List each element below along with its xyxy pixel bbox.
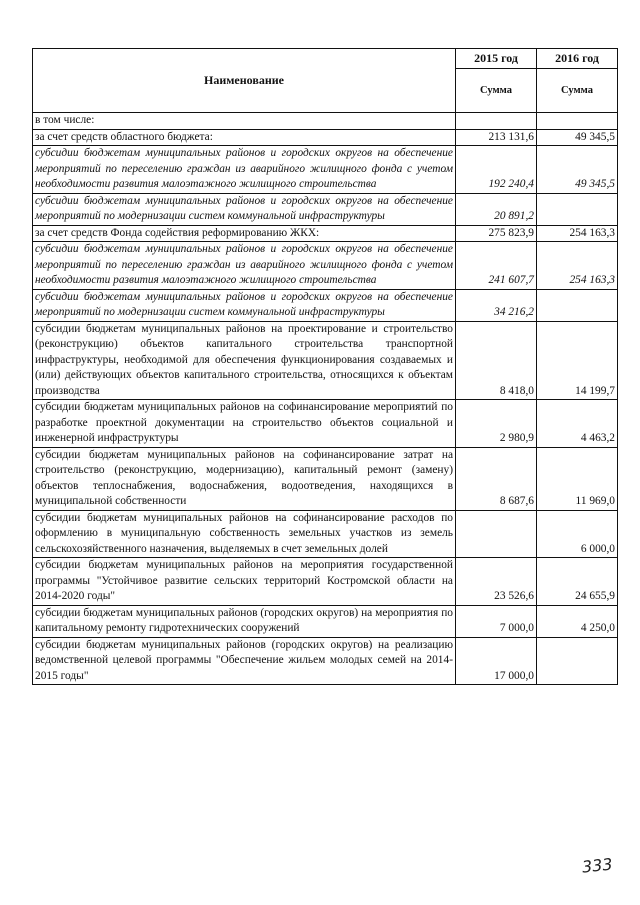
table-header — [33, 49, 618, 113]
table-row — [33, 146, 618, 194]
table-row — [33, 289, 618, 321]
table-row — [33, 321, 618, 400]
table-row — [33, 510, 618, 558]
row-value-2016: 4 250,0 — [537, 605, 618, 637]
row-name: субсидии бюджетам муниципальных районов на мероприятия государственной программы "Устойчивое развитие сельских территорий Костромской области на 2014-2020 годы" — [33, 558, 456, 606]
table-row — [33, 113, 618, 130]
page-number: 333 — [581, 854, 614, 877]
row-value-2015: 8 418,0 — [456, 321, 537, 400]
row-value-2016 — [537, 289, 618, 321]
row-name: субсидии бюджетам муниципальных районов и городских округов на обеспечение мероприятий по модернизации систем коммунальной инфраструктуры — [33, 289, 456, 321]
table-row — [33, 242, 618, 290]
row-value-2016: 49 345,5 — [537, 146, 618, 194]
row-value-2015 — [456, 113, 537, 130]
row-value-2015: 23 526,6 — [456, 558, 537, 606]
row-value-2015 — [456, 510, 537, 558]
row-value-2015: 213 131,6 — [456, 129, 537, 146]
table-row — [33, 605, 618, 637]
row-name: субсидии бюджетам муниципальных районов (городских округов) на реализацию ведомственной целевой программы "Обеспечение жильем молодых семей на 2014-2015 годы" — [33, 637, 456, 685]
row-value-2016: 4 463,2 — [537, 400, 618, 448]
table-row — [33, 129, 618, 146]
row-name: субсидии бюджетам муниципальных районов на софинансирование расходов по оформлению в муниципальную собственность земельных участков из земель сельскохозяйственного назначения, выделяемых в счет земельных долей — [33, 510, 456, 558]
row-value-2016: 14 199,7 — [537, 321, 618, 400]
row-name: субсидии бюджетам муниципальных районов и городских округов на обеспечение мероприятий по модернизации систем коммунальной инфраструктуры — [33, 193, 456, 225]
row-name: за счет средств Фонда содействия реформированию ЖКХ: — [33, 225, 456, 242]
row-name: субсидии бюджетам муниципальных районов (городских округов) на мероприятия по капитальному ремонту гидротехнических сооружений — [33, 605, 456, 637]
header-sum-2016: Сумма — [537, 69, 618, 113]
row-value-2016: 24 655,9 — [537, 558, 618, 606]
row-name: субсидии бюджетам муниципальных районов и городских округов на обеспечение мероприятий по переселению граждан из аварийного жилищного фонда с учетом необходимости развития малоэтажного жилищного строительства — [33, 242, 456, 290]
table-row — [33, 400, 618, 448]
row-value-2016 — [537, 193, 618, 225]
row-value-2016: 6 000,0 — [537, 510, 618, 558]
row-value-2016 — [537, 637, 618, 685]
row-name: субсидии бюджетам муниципальных районов на проектирование и строительство (реконструкцию) объектов капитального строительства транспортной инфраструктуры, необходимой для обеспечения функционирования создаваемых и (или) действующих объектов капитального строительства, относящихся к объектам производства — [33, 321, 456, 400]
row-value-2016 — [537, 113, 618, 130]
row-value-2015: 241 607,7 — [456, 242, 537, 290]
table-row — [33, 193, 618, 225]
row-value-2015: 275 823,9 — [456, 225, 537, 242]
row-value-2015: 17 000,0 — [456, 637, 537, 685]
header-name: Наименование — [33, 49, 456, 113]
row-value-2015: 2 980,9 — [456, 400, 537, 448]
budget-table — [32, 48, 618, 685]
table-row — [33, 558, 618, 606]
row-value-2016: 49 345,5 — [537, 129, 618, 146]
table-body — [33, 113, 618, 685]
table-row — [33, 447, 618, 510]
header-sum-2015: Сумма — [456, 69, 537, 113]
row-name: субсидии бюджетам муниципальных районов на софинансирование мероприятий по разработке проектной документации на строительство объектов социальной и инженерной инфраструктуры — [33, 400, 456, 448]
row-value-2015: 20 891,2 — [456, 193, 537, 225]
row-value-2016: 254 163,3 — [537, 242, 618, 290]
row-value-2015: 192 240,4 — [456, 146, 537, 194]
row-value-2016: 11 969,0 — [537, 447, 618, 510]
row-name: в том числе: — [33, 113, 456, 130]
header-year-2015: 2015 год — [456, 49, 537, 69]
row-value-2015: 7 000,0 — [456, 605, 537, 637]
row-value-2016: 254 163,3 — [537, 225, 618, 242]
row-value-2015: 34 216,2 — [456, 289, 537, 321]
table-row — [33, 637, 618, 685]
row-value-2015: 8 687,6 — [456, 447, 537, 510]
table-row — [33, 225, 618, 242]
header-year-2016: 2016 год — [537, 49, 618, 69]
row-name: за счет средств областного бюджета: — [33, 129, 456, 146]
row-name: субсидии бюджетам муниципальных районов и городских округов на обеспечение мероприятий по переселению граждан из аварийного жилищного фонда с учетом необходимости развития малоэтажного жилищного строительства — [33, 146, 456, 194]
row-name: субсидии бюджетам муниципальных районов на софинансирование затрат на строительство (реконструкцию, модернизацию), капитальный ремонт (замену) объектов теплоснабжения, водоснабжения, водоотведения, находящихся в муниципальной собственности — [33, 447, 456, 510]
